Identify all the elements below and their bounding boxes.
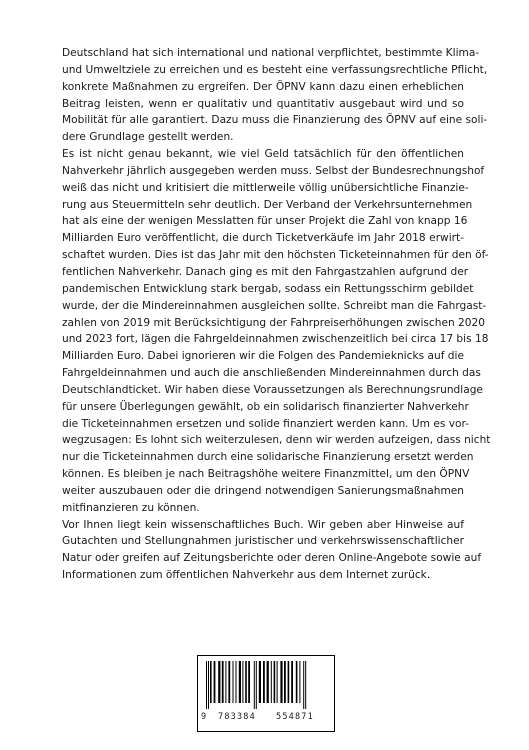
barcode-bar — [263, 661, 265, 703]
text-line: Vor Ihnen liegt kein wissenschaftliches Buch. Wir geben aber Hinweise auf — [62, 518, 464, 531]
text-line: fentlichen Nahverkehr. Danach ging es mit den Fahrgastzahlen aufgrund der — [62, 265, 469, 278]
text-line: pandemischen Entwicklung stark bergab, sodass ein Rettungsschirm gebildet — [62, 282, 474, 295]
text-line: für unsere Überlegungen gewählt, ob ein solidarisch finanzierter Nahverkehr — [62, 400, 469, 413]
barcode-bar — [259, 661, 261, 703]
barcode-bar — [225, 661, 226, 703]
text-line: Beitrag leisten, wenn er qualitativ und quantitativ ausgebaut wird und so — [62, 97, 464, 110]
barcode-digits — [198, 712, 334, 726]
text-line: mitfinanzieren zu können. — [62, 501, 200, 514]
text-line: können. Es bleiben je nach Beitragshöhe weitere Finanzmittel, um den ÖPNV — [62, 468, 470, 481]
barcode-bar — [256, 661, 257, 709]
barcode-bar — [299, 661, 300, 703]
barcode-bar — [208, 661, 209, 709]
text-line: weiß das nicht und kritisiert die mittlerweile völlig unübersichtliche Finanzie- — [62, 181, 469, 194]
barcode-bar — [248, 661, 250, 703]
barcode-bar — [277, 661, 278, 703]
barcode-bar — [254, 661, 255, 709]
barcode-bar — [233, 661, 234, 703]
text-line: Nahverkehr jährlich ausgegeben werden muss. Selbst der Bundesrechnungshof — [62, 164, 485, 177]
text-line: wurde, der die Mindereinnahmen ausgleichen sollte. Schreibt man die Fahrgast- — [62, 299, 487, 312]
barcode-bar — [218, 661, 220, 703]
text-line: und 2023 fort, lägen die Fahrgeldeinnahmen zwischenzeitlich bei circa 17 bis 18 — [62, 333, 489, 346]
barcode-digit-group-1: 783384 — [218, 712, 256, 722]
text-line: Deutschlandticket. Wir haben diese Voraussetzungen als Berechnungsrundlage — [62, 383, 483, 396]
barcode-digit-lead: 9 — [201, 712, 207, 722]
text-line: Informationen zum öffentlichen Nahverkehr aus dem Internet zurück. — [62, 569, 431, 582]
barcode-bar — [239, 661, 241, 703]
barcode-digit-group-2: 554871 — [276, 712, 314, 722]
text-line: zahlen von 2019 mit Berücksichtigung der Fahrpreiserhöhungen zwischen 2020 — [62, 316, 486, 329]
barcode-bar — [274, 661, 276, 703]
text-line: Deutschland hat sich international und national verpflichtet, bestimmte Klima- — [62, 47, 480, 59]
text-line: konkrete Maßnahmen zu ergreifen. Der ÖPNV kann dazu einen erheblichen — [62, 80, 464, 93]
paragraph-3 — [62, 517, 482, 584]
barcode-bar — [296, 661, 298, 703]
text-line: nur die Ticketeinnahmen durch eine solidarische Finanzierung ersetzt werden — [62, 451, 474, 464]
text-line: weiter auszubauen oder die dringend notwendigen Sanierungsmaßnahmen — [62, 484, 464, 497]
text-line: Milliarden Euro veröffentlicht, die durch Ticketverkäufe im Jahr 2018 erwirt- — [62, 232, 464, 245]
barcode-bar — [288, 661, 290, 703]
text-line: hat als eine der wenigen Messlatten für unser Projekt die Zahl von knapp 16 — [62, 215, 468, 228]
text-line: Milliarden Euro. Dabei ignorieren wir die Folgen des Pandemieknicks auf die — [62, 350, 464, 363]
text-line: schaftet wurden. Dies ist das Jahr mit den höchsten Ticketeinnahmen für den öf- — [62, 249, 489, 262]
text-line: Natur oder greifen auf Zeitungsberichte oder deren Online-Angebote sowie auf — [62, 552, 482, 565]
barcode-bar — [284, 661, 286, 703]
barcode-bar — [303, 661, 304, 709]
barcode-bar — [267, 661, 269, 703]
text-line: die Ticketeinnahmen ersetzen und solide finanziert werden kann. Um es vor- — [62, 417, 470, 430]
barcode-bar — [271, 661, 272, 703]
barcode-bars — [204, 661, 328, 709]
text-line: Mobilität für alle garantiert. Dazu muss die Finanzierung des ÖPNV auf eine soli- — [62, 114, 488, 127]
isbn-barcode — [197, 655, 335, 732]
barcode-bar — [210, 661, 212, 703]
barcode-bar — [222, 661, 224, 703]
barcode-bar — [228, 661, 230, 703]
barcode-bar — [236, 661, 237, 703]
barcode-bar — [305, 661, 306, 709]
barcode-bar — [280, 661, 282, 703]
barcode-bar — [214, 661, 216, 703]
barcode-bar — [242, 661, 243, 703]
blurb-text — [62, 45, 491, 584]
barcode-bar — [291, 661, 293, 703]
paragraph-2 — [62, 146, 491, 517]
text-line: wegzusagen: Es lohnt sich weiterzulesen, denn wir werden aufzeigen, dass nicht — [62, 434, 491, 447]
text-line: Fahrgeldeinnahmen und auch die anschließenden Mindereinnahmen durch das — [62, 367, 481, 380]
barcode-bar — [245, 661, 247, 703]
text-line: Es ist nicht genau bekannt, wie viel Geld tatsächlich für den öffentlichen — [62, 148, 464, 161]
text-line: dere Grundlage gestellt werden. — [62, 131, 234, 144]
paragraph-1 — [62, 45, 488, 146]
text-line: Gutachten und Stellungnahmen juristischer und verkehrswissenschaftlicher — [62, 535, 464, 548]
text-line: rung aus Steuermitteln sehr deutlich. Der Verband der Verkehrsunternehmen — [62, 198, 473, 211]
text-line: und Umweltziele zu erreichen und es besteht eine verfassungsrechtliche Pflicht, — [62, 63, 488, 76]
barcode-bar — [206, 661, 207, 709]
